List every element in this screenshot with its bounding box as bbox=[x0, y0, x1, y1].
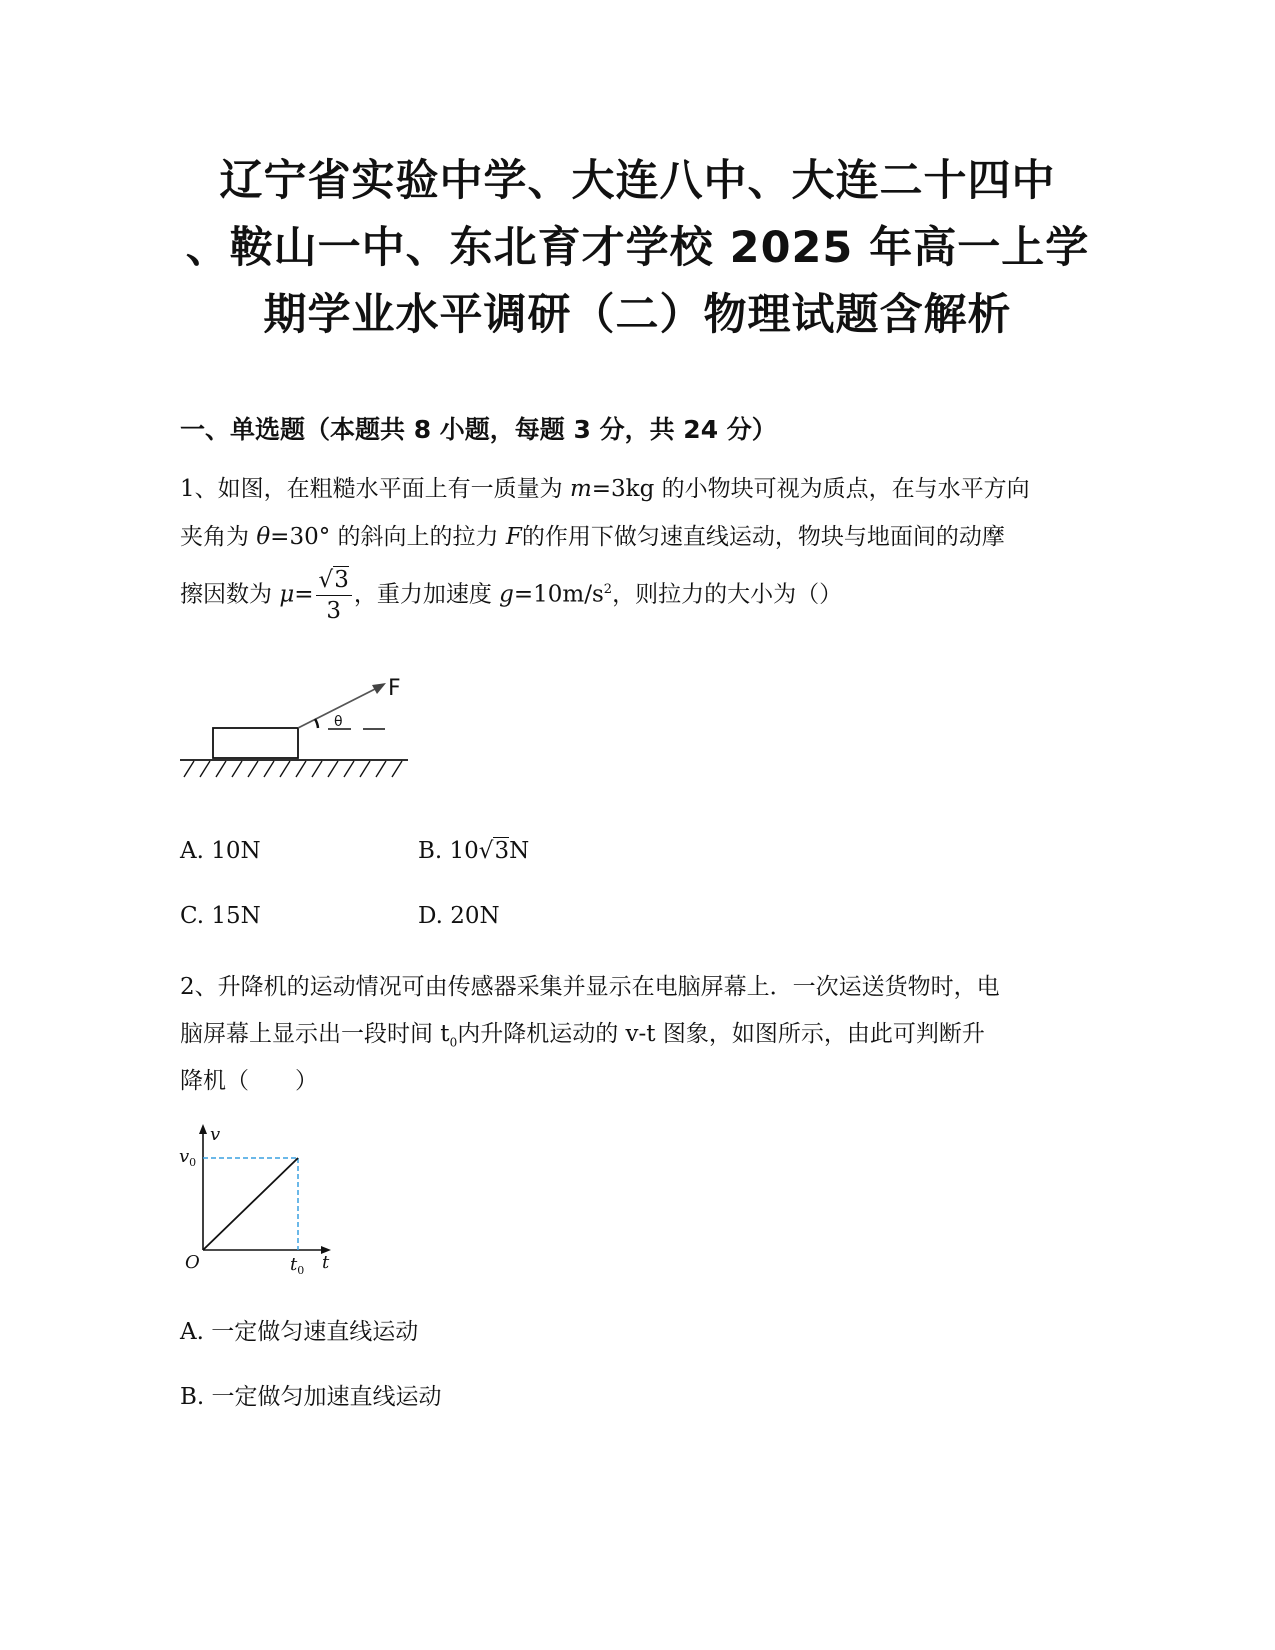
mass-symbol: m bbox=[569, 476, 592, 502]
document-title bbox=[150, 148, 1125, 349]
mu-symbol: μ bbox=[279, 581, 295, 608]
force-symbol: F bbox=[505, 524, 522, 550]
q2-option-b: B. 一定做匀加速直线运动 bbox=[180, 1384, 442, 1410]
q1-text: =3kg 的小物块可视为质点，在与水平方向 bbox=[591, 476, 1030, 502]
theta-symbol: θ bbox=[256, 524, 271, 550]
subscript: 0 bbox=[449, 1035, 458, 1050]
q1-line-3 bbox=[180, 565, 842, 626]
sqrt3-over-3-fraction bbox=[316, 565, 352, 626]
force-label: F bbox=[388, 676, 401, 701]
q1-option-d: D. 20N bbox=[418, 903, 500, 929]
g-symbol: g bbox=[499, 581, 514, 608]
q1-text: 夹角为 bbox=[180, 524, 257, 550]
title-line-2: 、鞍山一中、东北育才学校 2025 年高一上学 bbox=[185, 223, 1090, 273]
q2-line-1: 2、升降机的运动情况可由传感器采集并显示在电脑屏幕上．一次运送货物时，电 bbox=[180, 974, 1000, 1000]
q1-block-figure bbox=[176, 670, 416, 785]
q2-text: 脑屏幕上显示出一段时间 t bbox=[180, 1021, 450, 1047]
block bbox=[213, 728, 298, 758]
t0-label: $t_0$ bbox=[290, 1254, 305, 1277]
option-b-prefix: B. 10 bbox=[418, 838, 479, 864]
q1-line-1 bbox=[180, 470, 1030, 503]
v-axis-arrow bbox=[199, 1124, 207, 1134]
q1-option-b: B. 10√3N bbox=[418, 838, 530, 864]
q1-text: 的作用下做匀速直线运动，物块与地面间的动摩 bbox=[521, 524, 1005, 550]
v0-label: $v_0$ bbox=[179, 1146, 197, 1169]
option-b-unit: N bbox=[509, 838, 530, 864]
q2-line-3: 降机（ ） bbox=[180, 1068, 318, 1094]
exponent: 2 bbox=[603, 581, 613, 597]
t-axis-label: t bbox=[322, 1252, 330, 1273]
q2-text: 内升降机运动的 v-t 图象，如图所示，由此可判断升 bbox=[457, 1021, 985, 1047]
q1-text: ，重力加速度 bbox=[353, 581, 500, 608]
angle-arc bbox=[315, 719, 318, 728]
q1-text: ，则拉力的大小为（） bbox=[612, 581, 843, 608]
v-axis-label: v bbox=[210, 1124, 221, 1145]
title-line-1: 辽宁省实验中学、大连八中、大连二十四中 bbox=[219, 156, 1056, 206]
force-arrowhead bbox=[372, 683, 386, 694]
q2-vt-graph bbox=[176, 1120, 341, 1280]
q1-option-c: C. 15N bbox=[180, 903, 261, 929]
q1-option-a: A. 10N bbox=[180, 838, 261, 864]
q1-line-2 bbox=[180, 518, 1005, 551]
equals-sign: = bbox=[294, 581, 314, 608]
fraction-denominator: 3 bbox=[326, 598, 342, 624]
q2-option-a: A. 一定做匀速直线运动 bbox=[180, 1319, 419, 1345]
fraction-numerator: √3 bbox=[316, 565, 352, 596]
ground-hatching bbox=[184, 761, 402, 777]
q1-text: 擦因数为 bbox=[180, 581, 280, 608]
radicand: 3 bbox=[334, 567, 349, 593]
title-line-3: 期学业水平调研（二）物理试题含解析 bbox=[263, 290, 1012, 340]
q1-text: =30° 的斜向上的拉力 bbox=[270, 524, 506, 550]
q1-text: 1、如图，在粗糙水平面上有一质量为 bbox=[180, 476, 570, 502]
section-heading: 一、单选题（本题共 8 小题，每题 3 分，共 24 分） bbox=[180, 415, 777, 444]
q1-text: =10m/s bbox=[513, 581, 604, 608]
origin-label: O bbox=[185, 1252, 200, 1273]
q2-line-2 bbox=[180, 1015, 985, 1050]
velocity-line bbox=[203, 1158, 298, 1250]
angle-label: θ bbox=[334, 714, 343, 730]
option-b-radicand: 3 bbox=[494, 838, 510, 864]
